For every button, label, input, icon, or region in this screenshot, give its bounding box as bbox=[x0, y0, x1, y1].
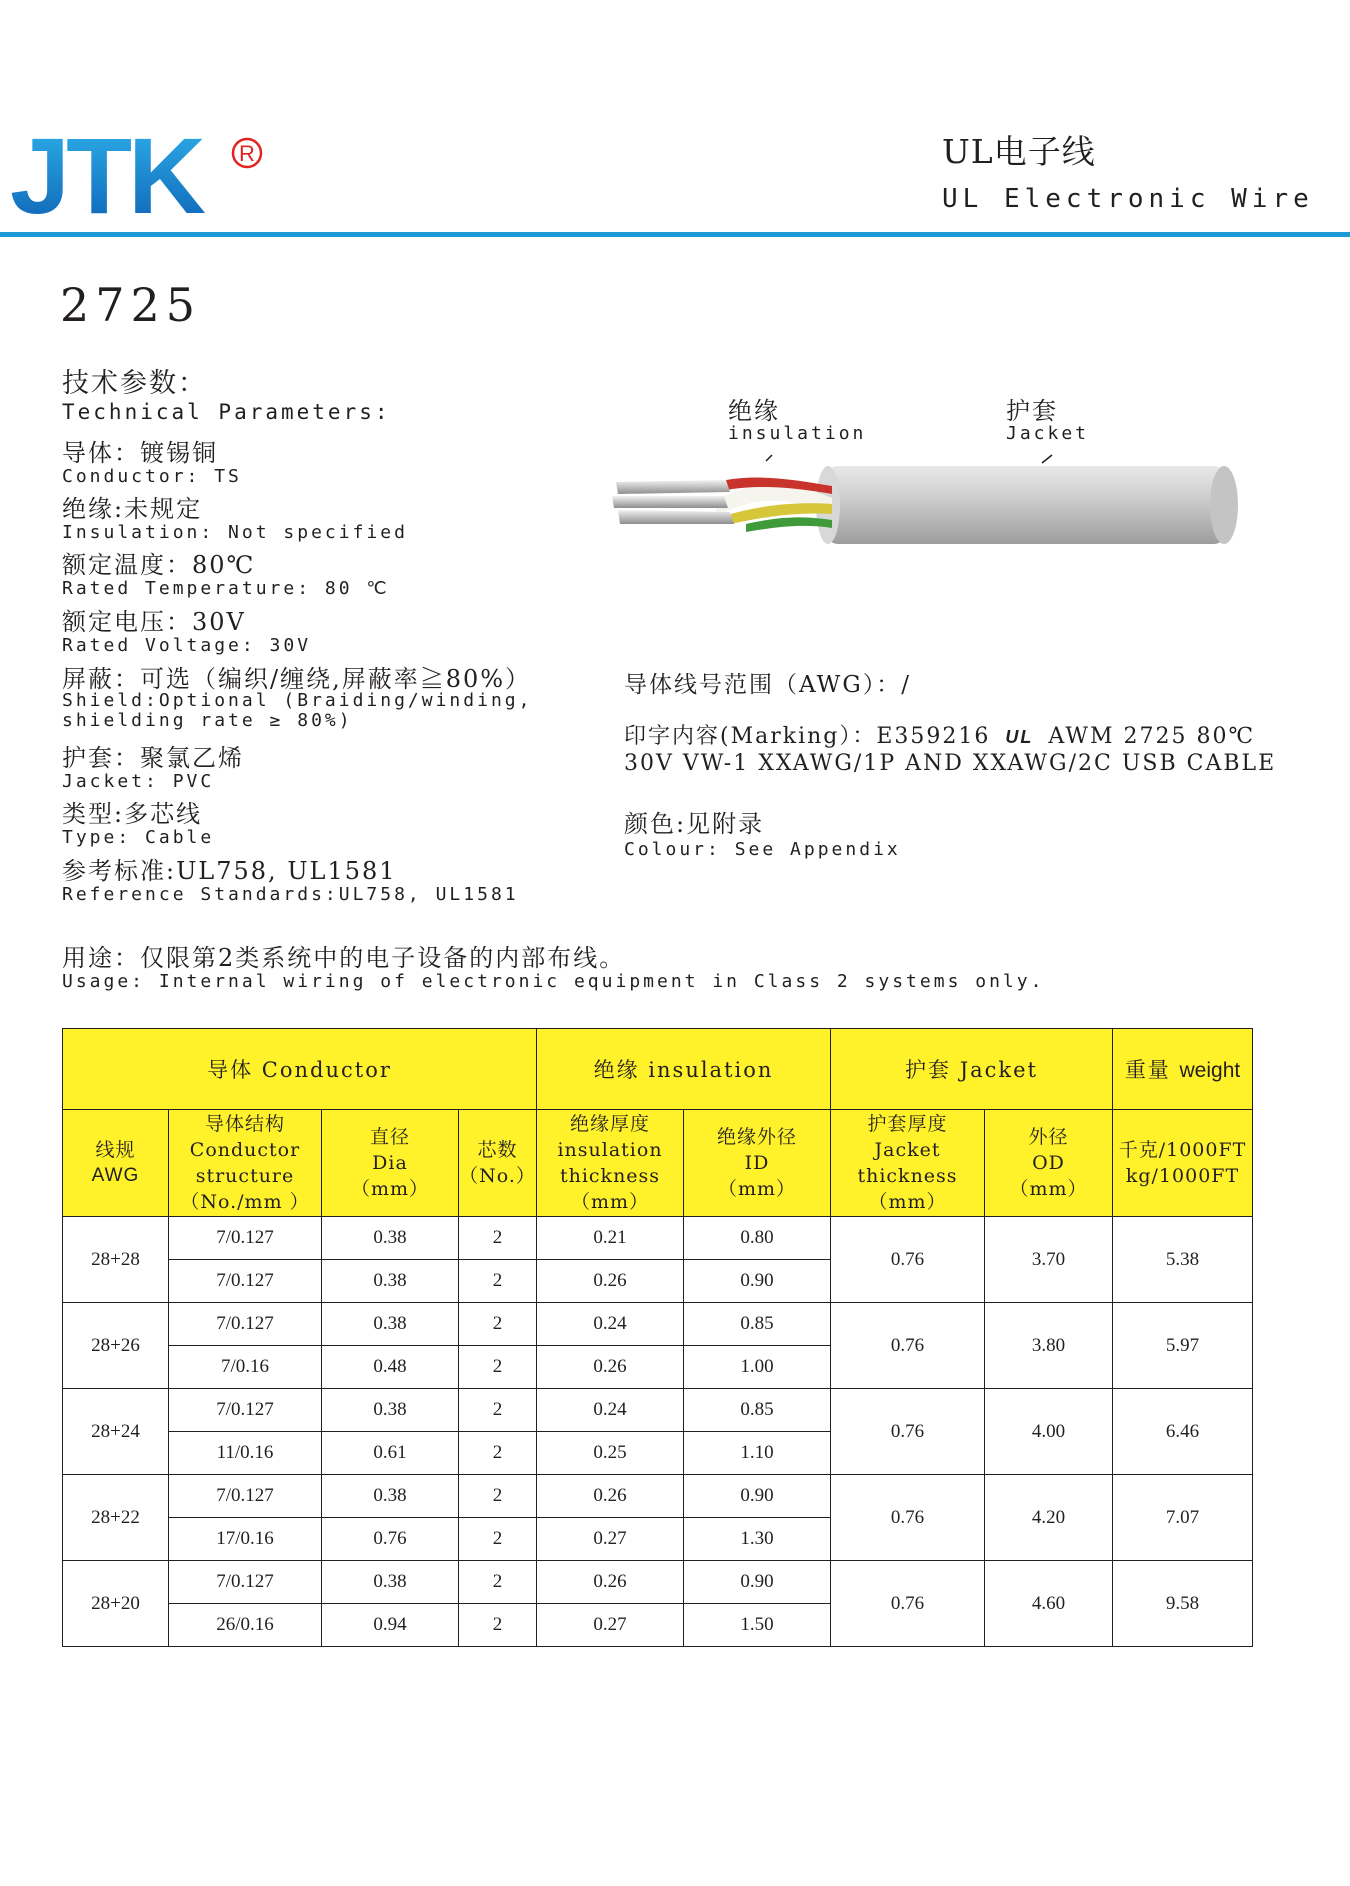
table-group-header bbox=[63, 1029, 1253, 1110]
param-rated-temperature: 额定温度：80℃ Rated Temperature: 80 ℃ bbox=[62, 551, 390, 599]
cell-insulation-thickness: 0.24 bbox=[537, 1303, 684, 1346]
col-insulation-thickness: 绝缘厚度 insulation thickness （mm） bbox=[537, 1110, 684, 1217]
cell-structure: 7/0.127 bbox=[169, 1303, 322, 1346]
cell-awg: 28+26 bbox=[63, 1303, 169, 1389]
cell-jacket-thickness: 0.76 bbox=[831, 1475, 985, 1561]
param-type: 类型:多芯线 Type: Cable bbox=[62, 800, 215, 848]
cell-no: 2 bbox=[459, 1389, 537, 1432]
cell-no: 2 bbox=[459, 1561, 537, 1604]
jtk-logo bbox=[10, 118, 280, 228]
marking bbox=[624, 723, 1276, 777]
cell-dia: 0.94 bbox=[322, 1604, 459, 1647]
cell-structure: 7/0.127 bbox=[169, 1475, 322, 1518]
cell-od: 4.00 bbox=[985, 1389, 1113, 1475]
cell-insulation-od: 0.85 bbox=[684, 1389, 831, 1432]
cell-jacket-thickness: 0.76 bbox=[831, 1561, 985, 1647]
col-structure: 导体结构 Conductor structure （No./mm ） bbox=[169, 1110, 322, 1217]
cell-no: 2 bbox=[459, 1432, 537, 1475]
cell-dia: 0.61 bbox=[322, 1432, 459, 1475]
cell-jacket-thickness: 0.76 bbox=[831, 1389, 985, 1475]
cell-weight: 5.97 bbox=[1113, 1303, 1253, 1389]
col-jacket-thickness: 护套厚度 Jacket thickness （mm） bbox=[831, 1110, 985, 1217]
cell-awg: 28+20 bbox=[63, 1561, 169, 1647]
cell-no: 2 bbox=[459, 1346, 537, 1389]
col-insulation-od: 绝缘外径 ID （mm） bbox=[684, 1110, 831, 1217]
cell-dia: 0.38 bbox=[322, 1475, 459, 1518]
cell-insulation-thickness: 0.27 bbox=[537, 1518, 684, 1561]
cell-weight: 9.58 bbox=[1113, 1561, 1253, 1647]
jacket-label: 护套 Jacket bbox=[1006, 397, 1090, 444]
cell-dia: 0.38 bbox=[322, 1389, 459, 1432]
cell-dia: 0.38 bbox=[322, 1303, 459, 1346]
awg-range: 导体线号范围（AWG）：/ bbox=[624, 672, 911, 698]
col-no: 芯数 （No.） bbox=[459, 1110, 537, 1217]
cell-insulation-thickness: 0.26 bbox=[537, 1475, 684, 1518]
cell-insulation-od: 0.80 bbox=[684, 1217, 831, 1260]
cell-no: 2 bbox=[459, 1303, 537, 1346]
cell-insulation-thickness: 0.26 bbox=[537, 1346, 684, 1389]
cell-no: 2 bbox=[459, 1217, 537, 1260]
cell-dia: 0.38 bbox=[322, 1260, 459, 1303]
table-column-header bbox=[63, 1110, 1253, 1217]
cell-insulation-od: 1.30 bbox=[684, 1518, 831, 1561]
cell-od: 3.70 bbox=[985, 1217, 1113, 1303]
cell-no: 2 bbox=[459, 1475, 537, 1518]
col-dia: 直径 Dia （mm） bbox=[322, 1110, 459, 1217]
cell-insulation-od: 1.10 bbox=[684, 1432, 831, 1475]
group-weight: 重量 weight bbox=[1113, 1029, 1253, 1110]
param-insulation: 绝缘:未规定 Insulation: Not specified bbox=[62, 495, 408, 543]
cell-weight: 7.07 bbox=[1113, 1475, 1253, 1561]
cable-illustration bbox=[596, 440, 1256, 570]
page-title-cn: UL电子线 bbox=[942, 132, 1096, 171]
cell-structure: 17/0.16 bbox=[169, 1518, 322, 1561]
param-rated-voltage: 额定电压：30V Rated Voltage: 30V bbox=[62, 608, 312, 656]
cell-insulation-od: 1.00 bbox=[684, 1346, 831, 1389]
cell-structure: 7/0.127 bbox=[169, 1217, 322, 1260]
cell-insulation-thickness: 0.26 bbox=[537, 1561, 684, 1604]
group-jacket: 护套 Jacket bbox=[831, 1029, 1113, 1110]
cell-structure: 7/0.127 bbox=[169, 1260, 322, 1303]
cell-structure: 11/0.16 bbox=[169, 1432, 322, 1475]
cell-weight: 5.38 bbox=[1113, 1217, 1253, 1303]
tech-heading-cn: 技术参数： bbox=[62, 368, 207, 399]
cell-od: 4.20 bbox=[985, 1475, 1113, 1561]
cell-jacket-thickness: 0.76 bbox=[831, 1303, 985, 1389]
param-conductor: 导体：镀锡铜 Conductor: TS bbox=[62, 439, 242, 487]
header-divider bbox=[0, 232, 1350, 237]
param-jacket: 护套：聚氯乙烯 Jacket: PVC bbox=[62, 744, 244, 792]
marking-line2: 30V VW-1 XXAWG/1P AND XXAWG/2C USB CABLE bbox=[624, 751, 1277, 776]
group-conductor: 导体 Conductor bbox=[63, 1029, 537, 1110]
cell-structure: 26/0.16 bbox=[169, 1604, 322, 1647]
tech-heading bbox=[62, 368, 391, 424]
tech-heading-en: Technical Parameters: bbox=[62, 400, 391, 424]
marking-prefix: 印字内容(Marking）：E359216 bbox=[624, 724, 991, 749]
cell-jacket-thickness: 0.76 bbox=[831, 1217, 985, 1303]
cell-dia: 0.38 bbox=[322, 1561, 459, 1604]
param-reference-standards: 参考标准:UL758, UL1581 Reference Standards:UL758, UL1581 bbox=[62, 857, 519, 905]
marking-suffix: AWM 2725 80℃ bbox=[1048, 724, 1256, 749]
cell-insulation-thickness: 0.26 bbox=[537, 1260, 684, 1303]
cell-insulation-od: 0.90 bbox=[684, 1561, 831, 1604]
colour: 颜色:见附录 Colour: See Appendix bbox=[624, 810, 901, 860]
cell-od: 3.80 bbox=[985, 1303, 1113, 1389]
col-awg: 线规 AWG bbox=[63, 1110, 169, 1217]
cell-awg: 28+24 bbox=[63, 1389, 169, 1475]
col-weight: 千克/1000FT kg/1000FT bbox=[1113, 1110, 1253, 1217]
cell-insulation-od: 1.50 bbox=[684, 1604, 831, 1647]
page-title-en: UL Electronic Wire bbox=[942, 184, 1314, 214]
table-row bbox=[63, 1389, 1253, 1432]
cell-weight: 6.46 bbox=[1113, 1389, 1253, 1475]
ul-mark-icon: UL bbox=[1005, 727, 1034, 747]
cell-insulation-thickness: 0.21 bbox=[537, 1217, 684, 1260]
cell-dia: 0.76 bbox=[322, 1518, 459, 1561]
cell-structure: 7/0.16 bbox=[169, 1346, 322, 1389]
cell-structure: 7/0.127 bbox=[169, 1561, 322, 1604]
cell-awg: 28+28 bbox=[63, 1217, 169, 1303]
spec-table bbox=[62, 1028, 1253, 1647]
table-row bbox=[63, 1303, 1253, 1346]
logo-text: JTK bbox=[10, 118, 203, 228]
param-shield: 屏蔽：可选（编织/缠绕,屏蔽率≧80%） Shield:Optional (Braiding/winding, shielding rate ≥ 80%) bbox=[62, 665, 533, 731]
model-number: 2725 bbox=[60, 278, 202, 332]
cell-insulation-thickness: 0.25 bbox=[537, 1432, 684, 1475]
svg-text:R: R bbox=[239, 141, 255, 166]
cell-dia: 0.38 bbox=[322, 1217, 459, 1260]
cell-insulation-thickness: 0.27 bbox=[537, 1604, 684, 1647]
cell-no: 2 bbox=[459, 1604, 537, 1647]
insulation-label: 绝缘 insulation bbox=[728, 397, 867, 444]
cell-awg: 28+22 bbox=[63, 1475, 169, 1561]
table-row bbox=[63, 1561, 1253, 1604]
cell-structure: 7/0.127 bbox=[169, 1389, 322, 1432]
cell-insulation-thickness: 0.24 bbox=[537, 1389, 684, 1432]
cell-insulation-od: 0.90 bbox=[684, 1260, 831, 1303]
cell-insulation-od: 0.90 bbox=[684, 1475, 831, 1518]
cell-no: 2 bbox=[459, 1260, 537, 1303]
cell-od: 4.60 bbox=[985, 1561, 1113, 1647]
table-row bbox=[63, 1217, 1253, 1260]
usage: 用途：仅限第2类系统中的电子设备的内部布线。 Usage: Internal wiring of electronic equipment in Class 2 systems only. bbox=[62, 944, 1045, 992]
cell-insulation-od: 0.85 bbox=[684, 1303, 831, 1346]
cell-no: 2 bbox=[459, 1518, 537, 1561]
cell-dia: 0.48 bbox=[322, 1346, 459, 1389]
group-insulation: 绝缘 insulation bbox=[537, 1029, 831, 1110]
col-od: 外径 OD （mm） bbox=[985, 1110, 1113, 1217]
table-row bbox=[63, 1475, 1253, 1518]
